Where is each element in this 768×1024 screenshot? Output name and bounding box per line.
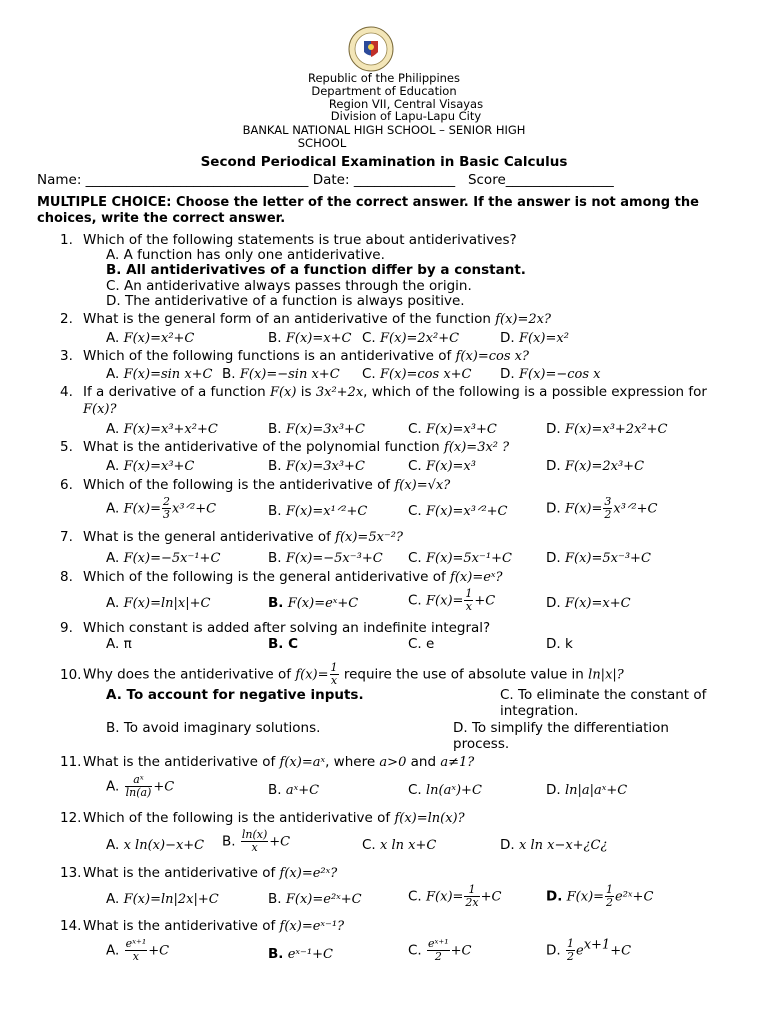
q11-option-b: B. aˣ+C [268,782,320,798]
q13-option-b: B. F(x)=e²ˣ+C [268,891,362,907]
question-8: 8. Which of the following is the general antiderivative of f(x)=eˣ? [60,569,503,585]
header-school: BANKAL NATIONAL HIGH SCHOOL – SENIOR HIGH [242,123,526,137]
q2-option-d: D. F(x)=x² [500,330,569,346]
exam-title: Second Periodical Examination in Basic Calculus [200,154,568,170]
fraction: $\frac{\text{eˣ⁺¹}}{x}$ [125,937,147,963]
question-4-cont: F(x)? [83,402,117,417]
header-department: Department of Education [311,84,457,98]
q4-option-c: C. F(x)=x³+C [408,421,497,437]
deped-seal-icon [348,26,394,72]
q3-option-d: D. F(x)=−cos x [500,366,601,382]
fraction: $\frac{3}{2}$ [604,495,612,521]
question-10: 10. Why does the antiderivative of f(x)= $\frac{1}{x}$ require the use of absolute value in ln|x|? [60,661,624,687]
q10-option-d: D. To simplify the differentiation process. [453,720,669,752]
fraction: $\frac{2}{3}$ [162,495,170,521]
q8-option-d: D. F(x)=x+C [546,595,631,611]
fraction: $\frac{\ln(x)}{x}$ [241,828,268,854]
q11-option-c: C. ln(aˣ)+C [408,782,482,798]
q4-option-d: D. F(x)=x³+2x²+C [546,421,668,437]
q3-option-c: C. F(x)=cos x+C [362,366,472,382]
fraction: $\frac{1}{2}$ [606,883,614,909]
question-5: 5. What is the antiderivative of the polynomial function f(x)=3x² ? [60,439,510,455]
q7-option-d: D. F(x)=5x⁻³+C [546,550,651,566]
instructions: MULTIPLE CHOICE: Choose the letter of the correct answer. If the answer is not among the choices, write the correct answer. [37,195,699,226]
student-info-fields: Name: _________________________________ Date: _______________ Score________________ [37,172,614,188]
q13-option-c: C. F(x)= $\frac{1}{2x}$ +C [408,883,502,909]
q7-option-c: C. F(x)=5x⁻¹+C [408,550,512,566]
q8-option-a: A. F(x)=ln|x|+C [106,595,211,611]
q3-option-a: A. F(x)=sin x+C [106,366,213,382]
question-12: 12. Which of the following is the antiderivative of f(x)=ln(x)? [60,810,465,826]
fraction: $\frac{1}{2x}$ [465,883,479,909]
q14-option-c: C. $\frac{\text{eˣ⁺¹}}{2}$ +C [408,937,472,963]
question-11: 11. What is the antiderivative of f(x)=aˣ, where a>0 and a≠1? [60,754,475,770]
question-9: 9. Which constant is added after solving an indefinite integral? [60,620,491,636]
q13-option-a: A. F(x)=ln|2x|+C [106,891,219,907]
question-7: 7. What is the general antiderivative of f(x)=5x⁻²? [60,529,403,545]
question-6: 6. Which of the following is the antiderivative of f(x)=√x? [60,477,451,493]
q2-option-b: B. F(x)=x+C [268,330,352,346]
question-4: 4. If a derivative of a function F(x) is 3x²+2x, which of the following is a possible expression for [60,384,707,400]
q8-option-c: C. F(x)= $\frac{1}{x}$ +C [408,587,496,613]
q5-option-a: A. F(x)=x³+C [106,458,195,474]
q10-option-b: B. To avoid imaginary solutions. [106,720,321,736]
q13-option-d: D. F(x)= $\frac{1}{2}$ e²ˣ+C [546,883,654,909]
q1-option-a: A. A function has only one antiderivative. [106,247,385,263]
header-division: Division of Lapu-Lapu City [330,109,482,123]
q7-option-b: B. F(x)=−5x⁻³+C [268,550,383,566]
q6-option-d: D. F(x)= $\frac{3}{2}$ x³ᐟ²+C [546,495,658,521]
q14-option-a: A. $\frac{\text{eˣ⁺¹}}{x}$ +C [106,937,170,963]
q14-option-d: D. $\frac{1}{2}$ $e^{x+1}+C$ [546,937,632,963]
question-2: 2. What is the general form of an antiderivative of the function f(x)=2x? [60,311,551,327]
q2-option-c: C. F(x)=2x²+C [362,330,460,346]
q8-option-b: B. F(x)=eˣ+C [268,595,359,611]
q6-option-b: B. F(x)=x¹ᐟ²+C [268,503,368,519]
q9-option-a: A. π [106,636,132,652]
q6-option-a: A. F(x)= $\frac{2}{3}$ x³ᐟ²+C [106,495,217,521]
q6-option-c: C. F(x)=x³ᐟ²+C [408,503,508,519]
q12-option-b: B. $\frac{\ln(x)}{x}$ +C [222,828,291,854]
q5-option-d: D. F(x)=2x³+C [546,458,645,474]
q5-option-c: C. F(x)=x³ [408,458,476,474]
q4-option-a: A. F(x)=x³+x²+C [106,421,218,437]
fraction: $\frac{\text{eˣ⁺¹}}{2}$ [428,937,449,963]
q3-option-b: B. F(x)=−sin x+C [222,366,340,382]
q12-option-c: C. x ln x+C [362,837,437,853]
question-1: 1. Which of the following statements is true about antiderivatives? [60,232,517,248]
q9-option-c: C. e [408,636,435,652]
q10-option-a: A. To account for negative inputs. [106,687,364,703]
q4-option-b: B. F(x)=3x³+C [268,421,365,437]
fraction: $\frac{1}{x}$ [330,661,338,687]
q1-option-d: D. The antiderivative of a function is always positive. [106,293,465,309]
q1-option-c: C. An antiderivative always passes through the origin. [106,278,472,294]
q14-option-b: B. eˣ⁻¹+C [268,946,333,962]
header-region: Region VII, Central Visayas [328,97,484,111]
q2-option-a: A. F(x)=x²+C [106,330,195,346]
q5-option-b: B. F(x)=3x³+C [268,458,365,474]
question-14: 14. What is the antiderivative of f(x)=eˣ⁻¹? [60,918,345,934]
q10-option-c: C. To eliminate the constant of integration. [500,687,707,719]
q12-option-d: D. x ln x−x+¿C¿ [500,837,608,853]
header-school-line2: SCHOOL [297,136,347,150]
fraction: $\frac{1}{2}$ [566,937,574,963]
q1-option-b: B. All antiderivatives of a function differ by a constant. [106,262,526,278]
q11-option-d: D. ln|a|aˣ+C [546,782,628,798]
fraction: $\frac{1}{x}$ [465,587,473,613]
q11-option-a: A. $\frac{\text{aˣ}}{\ln(a)}$ +C [106,773,175,799]
header-republic: Republic of the Philippines [307,71,461,85]
question-13: 13. What is the antiderivative of f(x)=e²ˣ? [60,865,338,881]
q12-option-a: A. x ln(x)−x+C [106,837,205,853]
q9-option-d: D. k [546,636,573,652]
q9-option-b: B. C [268,636,299,652]
fraction: $\frac{\text{aˣ}}{\ln(a)}$ [125,773,152,799]
q7-option-a: A. F(x)=−5x⁻¹+C [106,550,221,566]
question-3: 3. Which of the following functions is an antiderivative of f(x)=cos x? [60,348,529,364]
